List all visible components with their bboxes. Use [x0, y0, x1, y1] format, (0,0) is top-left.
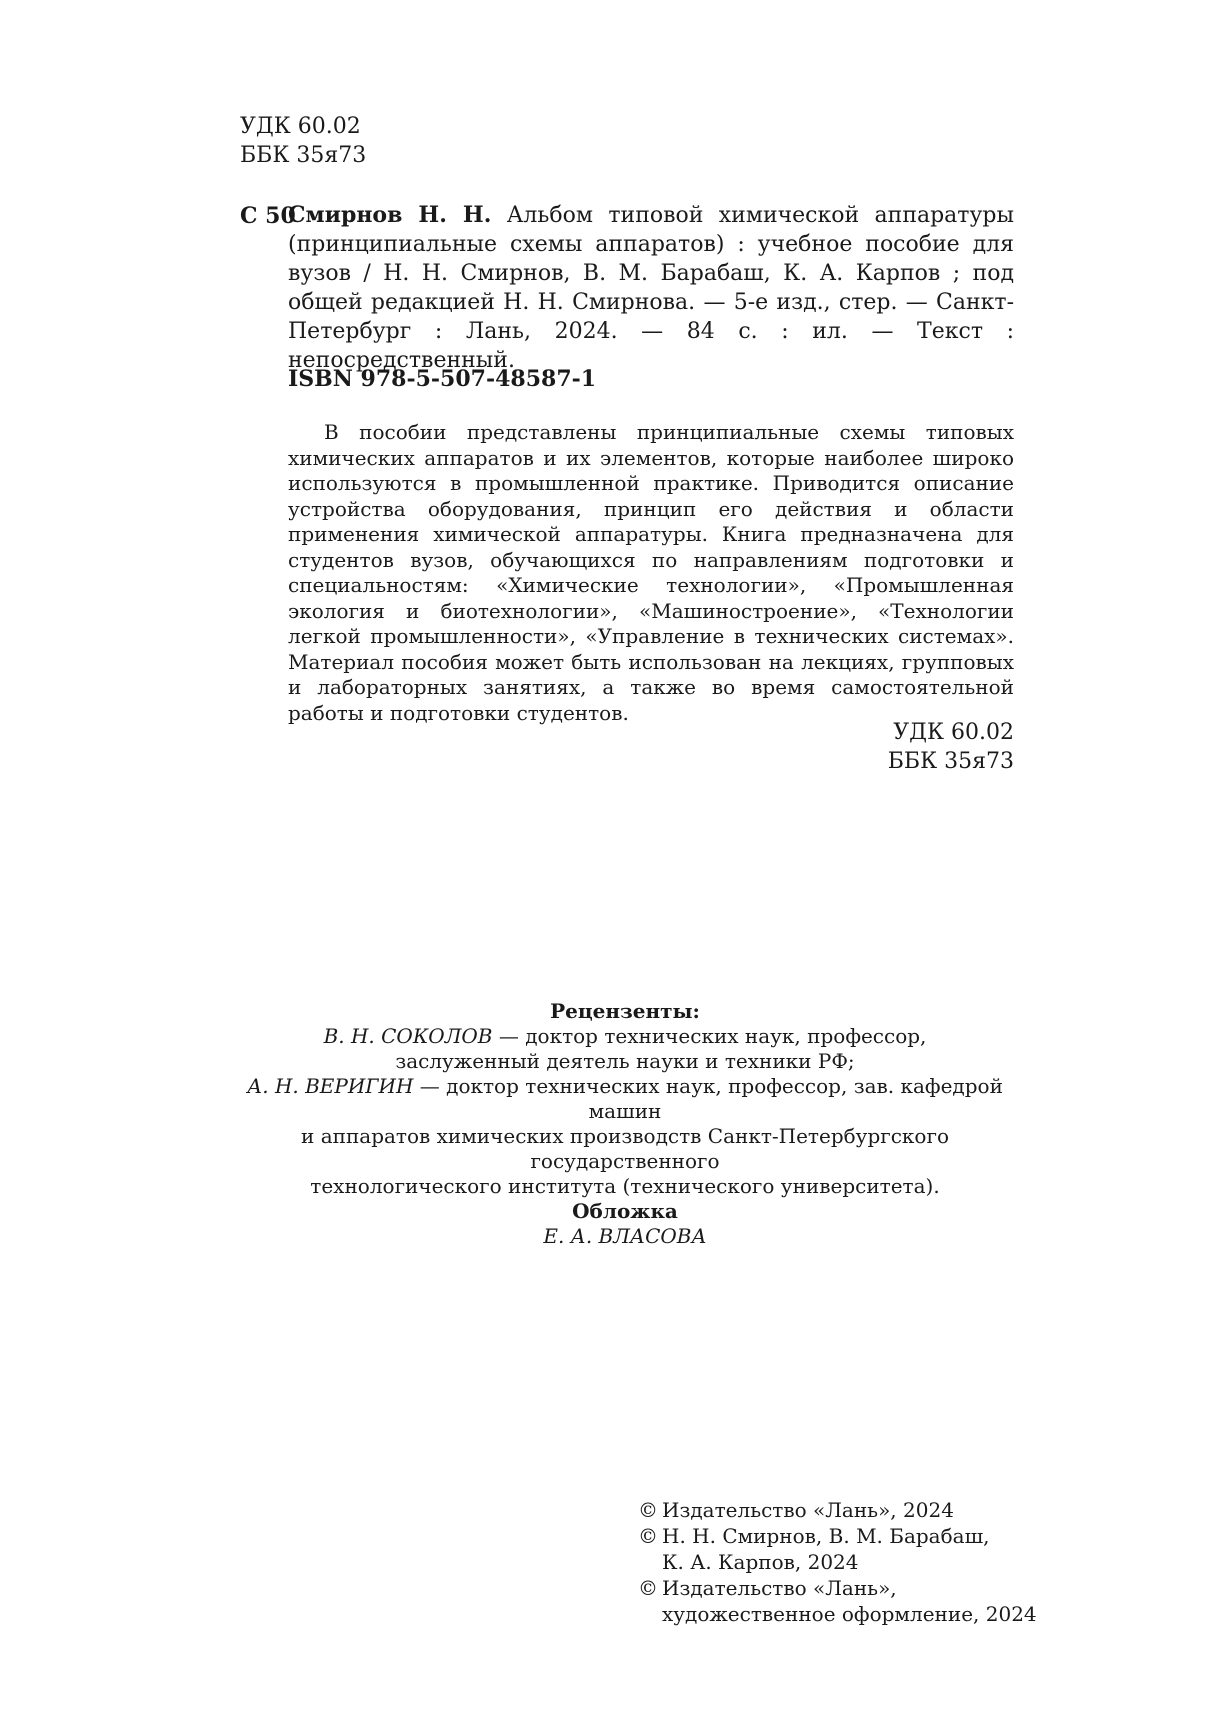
cover-credit	[230, 1199, 1020, 1249]
copyright-text: К. А. Карпов, 2024	[662, 1550, 859, 1574]
copyright-line	[638, 1601, 1037, 1627]
reviewers-block	[230, 999, 1020, 1199]
bbk-code: ББК 35я73	[887, 749, 1014, 774]
copyright-block	[638, 1497, 1037, 1627]
reviewer-2	[230, 1074, 1020, 1124]
udk-code: УДК 60.02	[893, 720, 1014, 745]
copyright-text: Издательство «Лань», 2024	[662, 1498, 954, 1522]
copyright-text: Издательство «Лань»,	[662, 1576, 897, 1600]
cover-designer-name: Е. А. ВЛАСОВА	[543, 1224, 707, 1248]
copyright-line	[638, 1497, 1037, 1523]
reviewer-1-desc-line2: заслуженный деятель науки и техники РФ;	[395, 1049, 855, 1073]
reviewer-2-desc: — доктор технических наук, профессор, зав. кафедрой машин	[419, 1074, 1003, 1123]
reviewer-1-name: В. Н. СОКОЛОВ	[323, 1024, 493, 1048]
copyright-text: Н. Н. Смирнов, В. М. Барабаш,	[662, 1524, 990, 1548]
copyright-icon: ©	[638, 1524, 658, 1548]
udk-block-bottom	[888, 718, 1014, 776]
copyright-line	[638, 1575, 1037, 1601]
abstract: В пособии представлены принципиальные схемы типовых химических аппаратов и их элементов, которые наиболее широко используются в промышленной практике. Приводится описание устройства оборудования, принцип его действия и области применения химической аппаратуры. Книга предназначена для студентов вузов, обучающихся по направлениям подготовки и специальностям: «Химические технологии», «Промышленная экология и биотехнологии», «Машиностроение», «Технологии легкой промышленности», «Управление в технических системах». Материал пособия может быть использован на лекциях, групповых и лабораторных занятиях, а также во время самостоятельной работы и подготовки студентов.	[288, 420, 1014, 725]
isbn: ISBN 978-5-507-48587-1	[288, 366, 597, 392]
cover-designer	[230, 1224, 1020, 1249]
udk-block-top	[240, 112, 366, 170]
udk-code: УДК 60.02	[240, 114, 361, 139]
bbk-code: ББК 35я73	[240, 143, 367, 168]
author-name: Смирнов Н. Н.	[288, 202, 492, 228]
copyright-line	[638, 1549, 1037, 1575]
reviewer-2-desc-line2: и аппаратов химических производств Санкт-Петербургского государственного	[301, 1124, 949, 1173]
copyright-icon: ©	[638, 1498, 658, 1522]
bibliographic-description: Альбом типовой химической аппаратуры (принципиальные схемы аппаратов) : учебное пособие для вузов / Н. Н. Смирнов, В. М. Барабаш, К. А. Карпов ; под общей редакцией Н. Н. Смирнова. — 5-е изд., стер. — Санкт-Петербург : Лань, 2024. — 84 с. : ил. — Текст : непосредственный.	[288, 203, 1015, 373]
reviewer-2-name: А. Н. ВЕРИГИН	[247, 1074, 414, 1098]
copyright-text: художественное оформление, 2024	[662, 1602, 1037, 1626]
reviewer-2-desc-line3: технологического института (технического университета).	[310, 1174, 940, 1198]
author-mark: С 50	[240, 203, 296, 229]
copyright-icon: ©	[638, 1576, 658, 1600]
copyright-line	[638, 1523, 1037, 1549]
reviewer-1	[230, 1024, 1020, 1049]
cover-heading: Обложка	[572, 1199, 678, 1223]
bibliographic-record	[288, 201, 1014, 375]
reviewer-1-desc: — доктор технических наук, профессор,	[498, 1024, 927, 1048]
reviewers-heading: Рецензенты:	[550, 999, 700, 1023]
